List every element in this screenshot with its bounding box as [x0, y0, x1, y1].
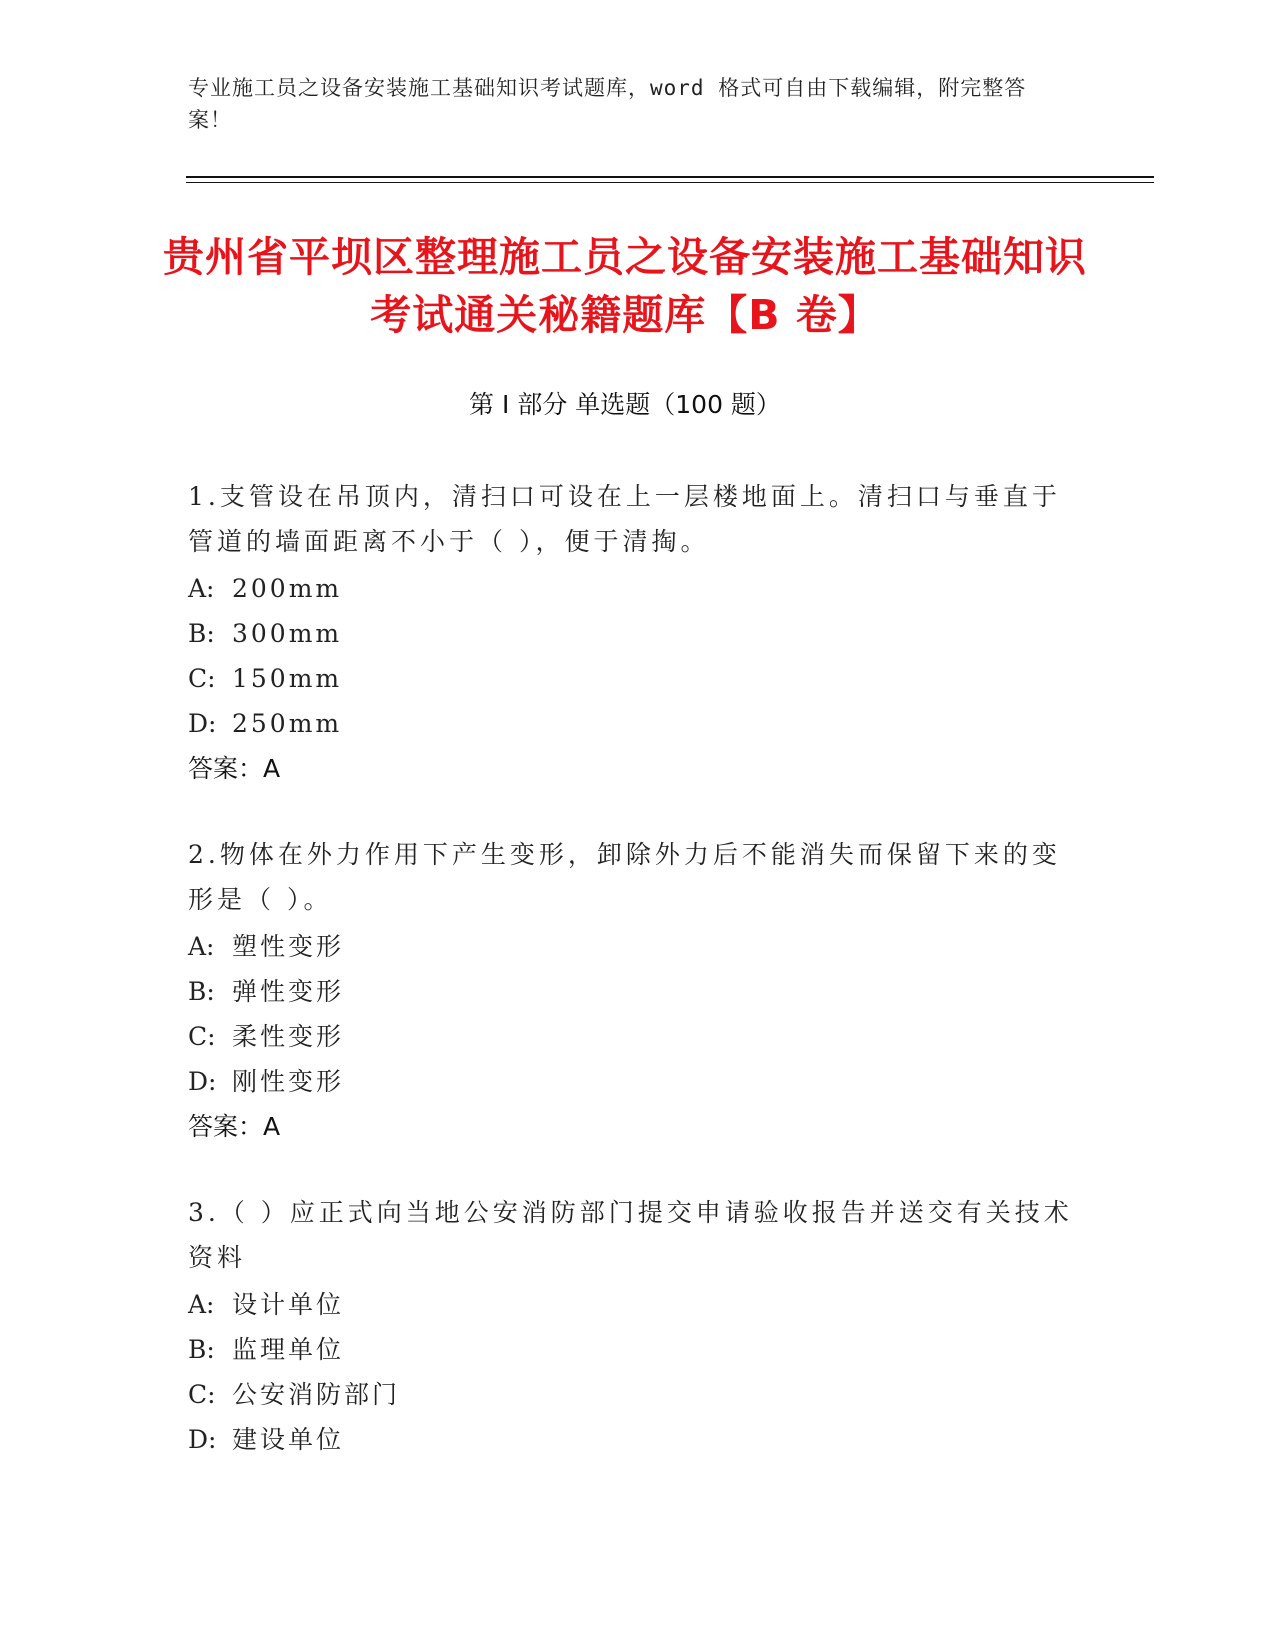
- option-letter: C:: [188, 1380, 216, 1409]
- option-d: [188, 1417, 1088, 1462]
- option-b: [188, 969, 1088, 1014]
- option-letter: A:: [188, 1290, 215, 1319]
- option-letter: C:: [188, 1022, 216, 1051]
- option-a: [188, 566, 1088, 611]
- answer-value: A: [263, 1112, 281, 1141]
- option-text: 200mm: [232, 574, 343, 603]
- option-b: [188, 1327, 1088, 1372]
- header-rule-thin: [186, 182, 1154, 183]
- option-text: 监理单位: [232, 1335, 345, 1364]
- option-letter: B:: [188, 1335, 215, 1364]
- option-text: 公安消防部门: [232, 1380, 401, 1409]
- answer-label: 答案：: [188, 1112, 264, 1141]
- option-d: [188, 1059, 1088, 1104]
- option-text: 设计单位: [232, 1290, 345, 1319]
- answer-value: A: [263, 754, 281, 783]
- question-3: [188, 1190, 1088, 1462]
- option-text: 150mm: [232, 664, 343, 693]
- option-text: 弹性变形: [232, 977, 345, 1006]
- header-rule-thick: [186, 176, 1154, 178]
- question-list: [188, 474, 1088, 1502]
- question-stem: 2.物体在外力作用下产生变形，卸除外力后不能消失而保留下来的变形是（ ）。: [188, 840, 1061, 914]
- option-a: [188, 1282, 1088, 1327]
- option-b: [188, 611, 1088, 656]
- option-c: [188, 656, 1088, 701]
- option-text: 250mm: [232, 709, 343, 738]
- option-letter: D:: [188, 1425, 217, 1454]
- question-2: [188, 832, 1088, 1150]
- option-c: [188, 1372, 1088, 1417]
- question-stem: 1.支管设在吊顶内，清扫口可设在上一层楼地面上。清扫口与垂直于管道的墙面距离不小于（ ），便于清掏。: [188, 482, 1061, 556]
- option-letter: C:: [188, 664, 216, 693]
- option-text: 刚性变形: [232, 1067, 345, 1096]
- question-1: [188, 474, 1088, 792]
- option-c: [188, 1014, 1088, 1059]
- option-letter: A:: [188, 574, 215, 603]
- answer-line: [188, 746, 1088, 792]
- answer-label: 答案：: [188, 754, 264, 783]
- document-title: 贵州省平坝区整理施工员之设备安装施工基础知识考试通关秘籍题库【B 卷】: [163, 233, 1087, 339]
- option-text: 建设单位: [232, 1425, 345, 1454]
- option-letter: D:: [188, 1067, 217, 1096]
- option-text: 300mm: [232, 619, 343, 648]
- option-text: 柔性变形: [232, 1022, 345, 1051]
- header-note: 专业施工员之设备安装施工基础知识考试题库，word 格式可自由下载编辑，附完整答案！: [188, 76, 1027, 132]
- option-text: 塑性变形: [232, 932, 345, 961]
- section-heading: 第 I 部分 单选题（100 题）: [469, 390, 781, 419]
- answer-line: [188, 1104, 1088, 1150]
- option-d: [188, 701, 1088, 746]
- option-letter: A:: [188, 932, 215, 961]
- option-a: [188, 924, 1088, 969]
- option-letter: B:: [188, 977, 215, 1006]
- option-letter: B:: [188, 619, 215, 648]
- option-letter: D:: [188, 709, 217, 738]
- question-stem: 3.（ ）应正式向当地公安消防部门提交申请验收报告并送交有关技术资料: [188, 1198, 1073, 1272]
